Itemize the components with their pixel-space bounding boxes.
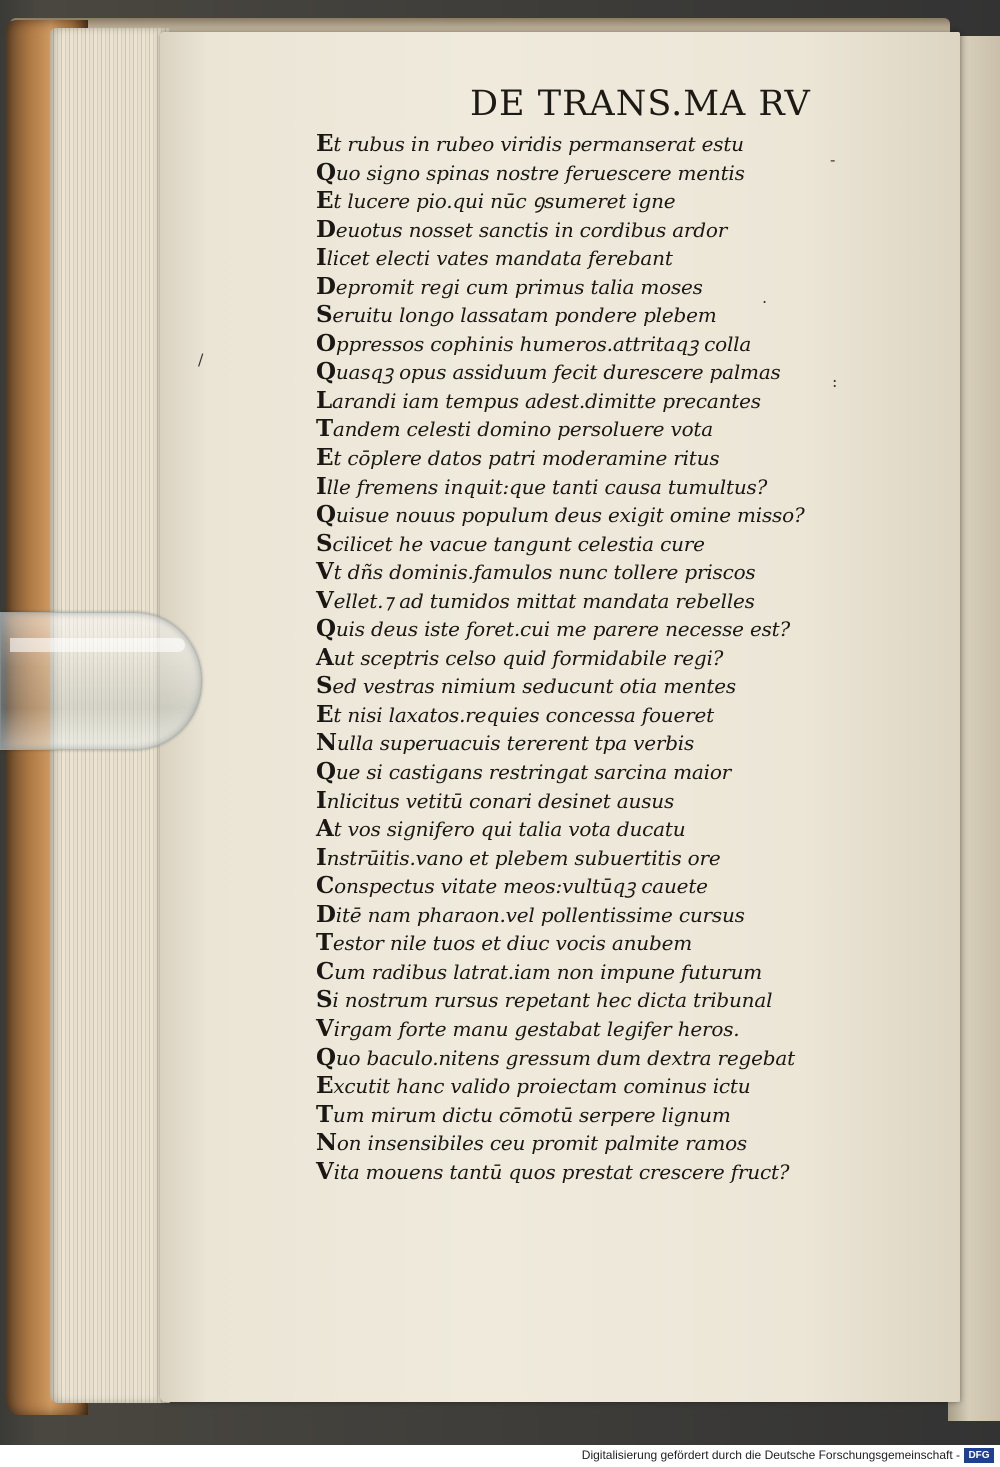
- footer-credit: Digitalisierung gefördert durch die Deutsche Forschungsgemeinschaft -: [581, 1448, 960, 1462]
- margin-mark: /: [198, 350, 204, 369]
- verse-line: Nulla superuacuis tererent tpa verbis: [316, 729, 695, 757]
- glass-clamp-highlight: [10, 638, 185, 652]
- verse-line: Et lucere pio.qui nūc ꝯsumeret igne: [316, 187, 676, 215]
- verse-line: Aut sceptris celso quid formidabile regi?: [316, 643, 724, 671]
- verse-line: Ille fremens inquit:que tanti causa tumultus?: [316, 472, 768, 500]
- verse-line: Inlicitus vetitū conari desinet ausus: [316, 786, 675, 814]
- verse-line: Cum radibus latrat.iam non impune futurum: [316, 957, 763, 985]
- verse-line: Depromit regi cum primus talia moses: [316, 272, 703, 300]
- margin-mark: .: [762, 288, 768, 307]
- verse-line: Quisue nouus populum deus exigit omine misso?: [316, 501, 805, 529]
- verse-line: Ilicet electi vates mandata ferebant: [316, 244, 673, 272]
- verse-line: Vita mouens tantū quos prestat crescere fruct?: [316, 1157, 790, 1185]
- margin-mark: :: [832, 372, 838, 391]
- verse-line: Deuotus nosset sanctis in cordibus ardor: [316, 215, 728, 243]
- verse-line: Quo baculo.nitens gressum dum dextra regebat: [316, 1043, 795, 1071]
- verse-line: Tum mirum dictu cōmotū serpere lignum: [316, 1100, 731, 1128]
- verse-line: Quasqꝫ opus assiduum fecit durescere palmas: [316, 358, 781, 386]
- footer-bar: [0, 1445, 1000, 1467]
- glass-page-clamp: [0, 612, 202, 750]
- verse-list: [316, 130, 804, 1186]
- verse-line: Et nisi laxatos.requies concessa foueret: [316, 700, 714, 728]
- verse-line: Seruitu longo lassatam pondere plebem: [316, 301, 717, 329]
- verse-line: Testor nile tuos et diuc vocis anubem: [316, 929, 692, 957]
- verse-line: Quo signo spinas nostre feruescere mentis: [316, 158, 745, 186]
- verse-line: Virgam forte manu gestabat legifer heros.: [316, 1014, 740, 1042]
- verse-line: Et rubus in rubeo viridis permanserat estu: [316, 130, 744, 157]
- verse-line: Conspectus vitate meos:vultūqꝫ cauete: [316, 872, 708, 900]
- verse-line: Oppressos cophinis humeros.attritaqꝫ colla: [316, 329, 752, 357]
- verse-line: Ditē nam pharaon.vel pollentissime cursus: [316, 900, 745, 928]
- verse-line: Scilicet he vacue tangunt celestia cure: [316, 529, 705, 557]
- verse-line: Larandi iam tempus adest.dimitte precantes: [316, 386, 761, 414]
- margin-mark: -: [830, 150, 836, 169]
- verse-line: Non insensibiles ceu promit palmite ramos: [316, 1129, 747, 1157]
- verse-line: Et cōplere datos patri moderamine ritus: [316, 444, 720, 472]
- verse-line: Excutit hanc valido proiectam cominus ictu: [316, 1072, 751, 1100]
- verse-line: Que si castigans restringat sarcina maior: [316, 758, 732, 786]
- verse-line: Vellet.⁊ ad tumidos mittat mandata rebelles: [316, 586, 755, 614]
- verse-line: Instrūitis.vano et plebem subuertitis ore: [316, 843, 721, 871]
- verse-line: Tandem celesti domino persoluere vota: [316, 415, 713, 443]
- running-head: DE TRANS.MA RV: [470, 84, 811, 124]
- verse-line: Sed vestras nimium seducunt otia mentes: [316, 672, 736, 700]
- verse-line: Si nostrum rursus repetant hec dicta tribunal: [316, 986, 773, 1014]
- dfg-logo: DFG: [964, 1448, 994, 1463]
- verse-line: Quis deus iste foret.cui me parere necesse est?: [316, 615, 791, 643]
- verse-line: At vos signifero qui talia vota ducatu: [316, 815, 686, 843]
- verse-line: Vt dñs dominis.famulos nunc tollere priscos: [316, 558, 756, 586]
